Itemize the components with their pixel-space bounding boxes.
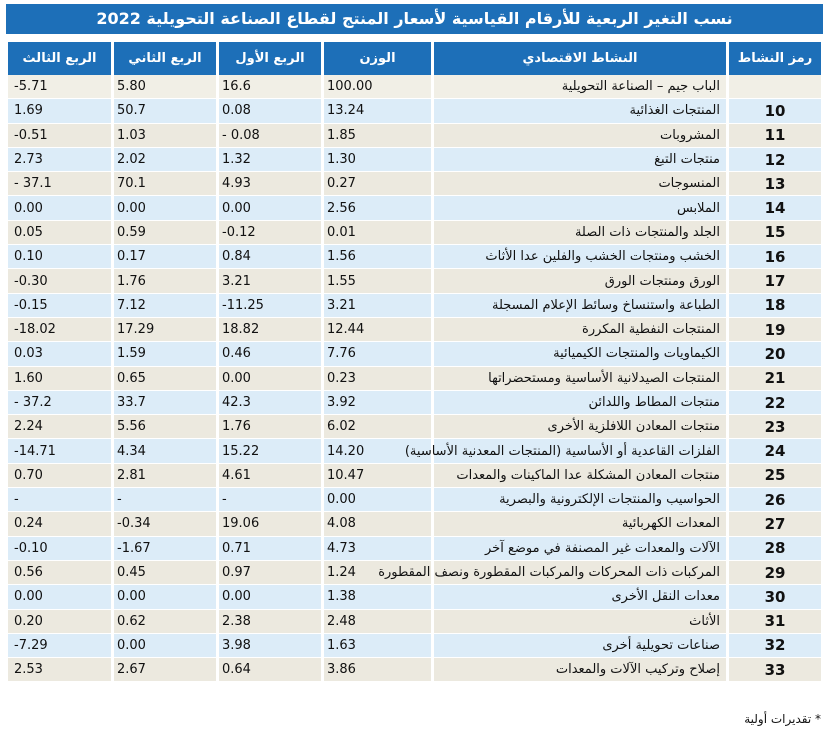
cell-q1: 0.00 <box>216 367 321 391</box>
cell-q2: 5.56 <box>111 415 216 439</box>
cell-q3: 0.05 <box>8 221 111 245</box>
cell-q1: 4.93 <box>216 172 321 196</box>
cell-q2: 2.02 <box>111 148 216 172</box>
cell-weight: 1.85 <box>321 124 431 148</box>
footnote: * تقديرات أولية <box>744 712 821 726</box>
cell-q3: -0.51 <box>8 124 111 148</box>
cell-q3: 0.56 <box>8 561 111 585</box>
cell-q1: 3.98 <box>216 634 321 658</box>
cell-q1: 1.76 <box>216 415 321 439</box>
cell-q3: 0.70 <box>8 464 111 488</box>
cell-activity: منتجات المعادن اللافلزية الأخرى <box>431 415 726 439</box>
cell-q2: 33.7 <box>111 391 216 415</box>
table-row <box>8 488 821 512</box>
cell-code: 23 <box>726 415 821 439</box>
table-row <box>8 561 821 585</box>
cell-q3: 0.00 <box>8 196 111 220</box>
cell-q3: -5.71 <box>8 75 111 99</box>
table-row <box>8 124 821 148</box>
cell-q3: - 37.1 <box>8 172 111 196</box>
cell-q3: 0.00 <box>8 585 111 609</box>
table-row <box>8 245 821 269</box>
cell-q3: -18.02 <box>8 318 111 342</box>
cell-code: 14 <box>726 196 821 220</box>
cell-q1: 42.3 <box>216 391 321 415</box>
cell-q2: -1.67 <box>111 537 216 561</box>
cell-weight: 6.02 <box>321 415 431 439</box>
cell-q3: -0.30 <box>8 269 111 293</box>
cell-activity: المركبات ذات المحركات والمركبات المقطورة ونصف المقطورة <box>431 561 726 585</box>
cell-activity: الطباعة واستنساخ وسائط الإعلام المسجلة <box>431 294 726 318</box>
cell-q1: 0.71 <box>216 537 321 561</box>
cell-q3: 0.10 <box>8 245 111 269</box>
cell-code: 32 <box>726 634 821 658</box>
cell-activity: إصلاح وتركيب الآلات والمعدات <box>431 658 726 682</box>
cell-q3: - 37.2 <box>8 391 111 415</box>
table-row <box>8 610 821 634</box>
table-row <box>8 342 821 366</box>
cell-q2: 0.65 <box>111 367 216 391</box>
cell-code: 28 <box>726 537 821 561</box>
cell-q3: 1.69 <box>8 99 111 123</box>
cell-activity: المنتجات الصيدلانية الأساسية ومستحضراتها <box>431 367 726 391</box>
cell-q2: 50.7 <box>111 99 216 123</box>
cell-activity: الفلزات القاعدية أو الأساسية (المنتجات المعدنية الأساسية) <box>431 439 726 463</box>
cell-q3: - <box>8 488 111 512</box>
cell-code: 26 <box>726 488 821 512</box>
cell-weight: 100.00 <box>321 75 431 99</box>
cell-q1: -0.12 <box>216 221 321 245</box>
cell-code: 10 <box>726 99 821 123</box>
cell-code: 17 <box>726 269 821 293</box>
cell-code: 30 <box>726 585 821 609</box>
header-row <box>8 42 821 75</box>
table-row <box>8 269 821 293</box>
cell-q3: -0.10 <box>8 537 111 561</box>
cell-weight: 4.73 <box>321 537 431 561</box>
cell-code: 21 <box>726 367 821 391</box>
cell-code: 11 <box>726 124 821 148</box>
cell-activity: منتجات المعادن المشكلة عدا الماكينات والمعدات <box>431 464 726 488</box>
cell-q3: -14.71 <box>8 439 111 463</box>
cell-activity: الباب جيم – الصناعة التحويلية <box>431 75 726 99</box>
table-row <box>8 196 821 220</box>
cell-q2: 1.59 <box>111 342 216 366</box>
cell-code: 18 <box>726 294 821 318</box>
header-activity: النشاط الاقتصادي <box>431 42 726 75</box>
cell-q2: 0.17 <box>111 245 216 269</box>
table-row <box>8 172 821 196</box>
cell-activity: الأثاث <box>431 610 726 634</box>
cell-weight: 0.00 <box>321 488 431 512</box>
cell-q2: 1.03 <box>111 124 216 148</box>
cell-activity: الورق ومنتجات الورق <box>431 269 726 293</box>
table-row <box>8 537 821 561</box>
cell-q1: 16.6 <box>216 75 321 99</box>
cell-q2: 17.29 <box>111 318 216 342</box>
cell-activity: المشروبات <box>431 124 726 148</box>
table-row <box>8 391 821 415</box>
cell-q3: -7.29 <box>8 634 111 658</box>
cell-q2: - <box>111 488 216 512</box>
cell-weight: 3.21 <box>321 294 431 318</box>
cell-code: 19 <box>726 318 821 342</box>
cell-weight: 1.24 <box>321 561 431 585</box>
cell-code: 22 <box>726 391 821 415</box>
table-row <box>8 367 821 391</box>
cell-q1: 0.00 <box>216 196 321 220</box>
cell-q3: 2.24 <box>8 415 111 439</box>
table-row <box>8 415 821 439</box>
cell-weight: 1.38 <box>321 585 431 609</box>
cell-activity: منتجات المطاط واللدائن <box>431 391 726 415</box>
cell-weight: 1.55 <box>321 269 431 293</box>
cell-code: 27 <box>726 512 821 536</box>
cell-weight: 3.86 <box>321 658 431 682</box>
table-row <box>8 99 821 123</box>
cell-q3: 0.20 <box>8 610 111 634</box>
table-row <box>8 75 821 99</box>
cell-q2: 7.12 <box>111 294 216 318</box>
cell-activity: الخشب ومنتجات الخشب والفلين عدا الأثاث <box>431 245 726 269</box>
header-q3: الربع الثالث <box>8 42 111 75</box>
cell-q1: 15.22 <box>216 439 321 463</box>
cell-code: 29 <box>726 561 821 585</box>
cell-weight: 0.27 <box>321 172 431 196</box>
cell-q1: 0.97 <box>216 561 321 585</box>
table-title: نسب التغير الربعية للأرقام القياسية لأسعار المنتج لقطاع الصناعة التحويلية 2022 <box>6 4 823 34</box>
cell-q2: 70.1 <box>111 172 216 196</box>
cell-code: 25 <box>726 464 821 488</box>
cell-activity: الآلات والمعدات غير المصنفة في موضع آخر <box>431 537 726 561</box>
cell-q2: 4.34 <box>111 439 216 463</box>
cell-q2: 2.67 <box>111 658 216 682</box>
cell-q1: 0.46 <box>216 342 321 366</box>
cell-q3: 2.73 <box>8 148 111 172</box>
cell-q1: 18.82 <box>216 318 321 342</box>
cell-weight: 12.44 <box>321 318 431 342</box>
header-q1: الربع الأول <box>216 42 321 75</box>
table-row <box>8 439 821 463</box>
cell-activity: منتجات التبغ <box>431 148 726 172</box>
cell-code: 31 <box>726 610 821 634</box>
cell-code: 13 <box>726 172 821 196</box>
cell-code <box>726 75 821 99</box>
price-change-table <box>8 42 821 682</box>
cell-activity: معدات النقل الأخرى <box>431 585 726 609</box>
header-weight: الوزن <box>321 42 431 75</box>
cell-q3: 0.24 <box>8 512 111 536</box>
cell-q1: - 0.08 <box>216 124 321 148</box>
cell-activity: المنسوجات <box>431 172 726 196</box>
cell-q2: 5.80 <box>111 75 216 99</box>
table-row <box>8 148 821 172</box>
cell-weight: 0.01 <box>321 221 431 245</box>
cell-q2: -0.34 <box>111 512 216 536</box>
cell-weight: 14.20 <box>321 439 431 463</box>
cell-q1: 3.21 <box>216 269 321 293</box>
table-row <box>8 585 821 609</box>
cell-activity: المنتجات النفطية المكررة <box>431 318 726 342</box>
cell-weight: 2.48 <box>321 610 431 634</box>
table-body <box>8 75 821 682</box>
cell-weight: 7.76 <box>321 342 431 366</box>
cell-q2: 0.62 <box>111 610 216 634</box>
cell-q2: 0.59 <box>111 221 216 245</box>
cell-q2: 0.00 <box>111 634 216 658</box>
cell-q3: 1.60 <box>8 367 111 391</box>
cell-q3: 0.03 <box>8 342 111 366</box>
cell-q1: 0.84 <box>216 245 321 269</box>
cell-weight: 3.92 <box>321 391 431 415</box>
cell-activity: الحواسيب والمنتجات الإلكترونية والبصرية <box>431 488 726 512</box>
table-row <box>8 634 821 658</box>
cell-q2: 1.76 <box>111 269 216 293</box>
cell-q2: 0.45 <box>111 561 216 585</box>
cell-q2: 2.81 <box>111 464 216 488</box>
cell-q2: 0.00 <box>111 585 216 609</box>
cell-weight: 1.56 <box>321 245 431 269</box>
cell-weight: 4.08 <box>321 512 431 536</box>
cell-weight: 10.47 <box>321 464 431 488</box>
cell-q1: 19.06 <box>216 512 321 536</box>
cell-q1: 1.32 <box>216 148 321 172</box>
table-row <box>8 221 821 245</box>
cell-activity: صناعات تحويلية أخرى <box>431 634 726 658</box>
cell-q1: -11.25 <box>216 294 321 318</box>
table-row <box>8 318 821 342</box>
cell-q1: 2.38 <box>216 610 321 634</box>
cell-weight: 13.24 <box>321 99 431 123</box>
table-row <box>8 512 821 536</box>
table-row <box>8 294 821 318</box>
cell-code: 15 <box>726 221 821 245</box>
cell-q1: 0.64 <box>216 658 321 682</box>
cell-activity: الكيماويات والمنتجات الكيميائية <box>431 342 726 366</box>
cell-code: 12 <box>726 148 821 172</box>
cell-q2: 0.00 <box>111 196 216 220</box>
cell-activity: المعدات الكهربائية <box>431 512 726 536</box>
table-row <box>8 464 821 488</box>
cell-weight: 1.30 <box>321 148 431 172</box>
cell-q1: 0.08 <box>216 99 321 123</box>
cell-weight: 1.63 <box>321 634 431 658</box>
cell-code: 16 <box>726 245 821 269</box>
cell-code: 33 <box>726 658 821 682</box>
cell-activity: المنتجات الغذائية <box>431 99 726 123</box>
cell-weight: 0.23 <box>321 367 431 391</box>
cell-q3: -0.15 <box>8 294 111 318</box>
header-code: رمز النشاط <box>726 42 821 75</box>
cell-q1: 0.00 <box>216 585 321 609</box>
cell-q1: 4.61 <box>216 464 321 488</box>
header-q2: الربع الثاني <box>111 42 216 75</box>
table-row <box>8 658 821 682</box>
cell-code: 24 <box>726 439 821 463</box>
cell-weight: 2.56 <box>321 196 431 220</box>
cell-code: 20 <box>726 342 821 366</box>
cell-activity: الملابس <box>431 196 726 220</box>
cell-activity: الجلد والمنتجات ذات الصلة <box>431 221 726 245</box>
cell-q1: - <box>216 488 321 512</box>
cell-q3: 2.53 <box>8 658 111 682</box>
